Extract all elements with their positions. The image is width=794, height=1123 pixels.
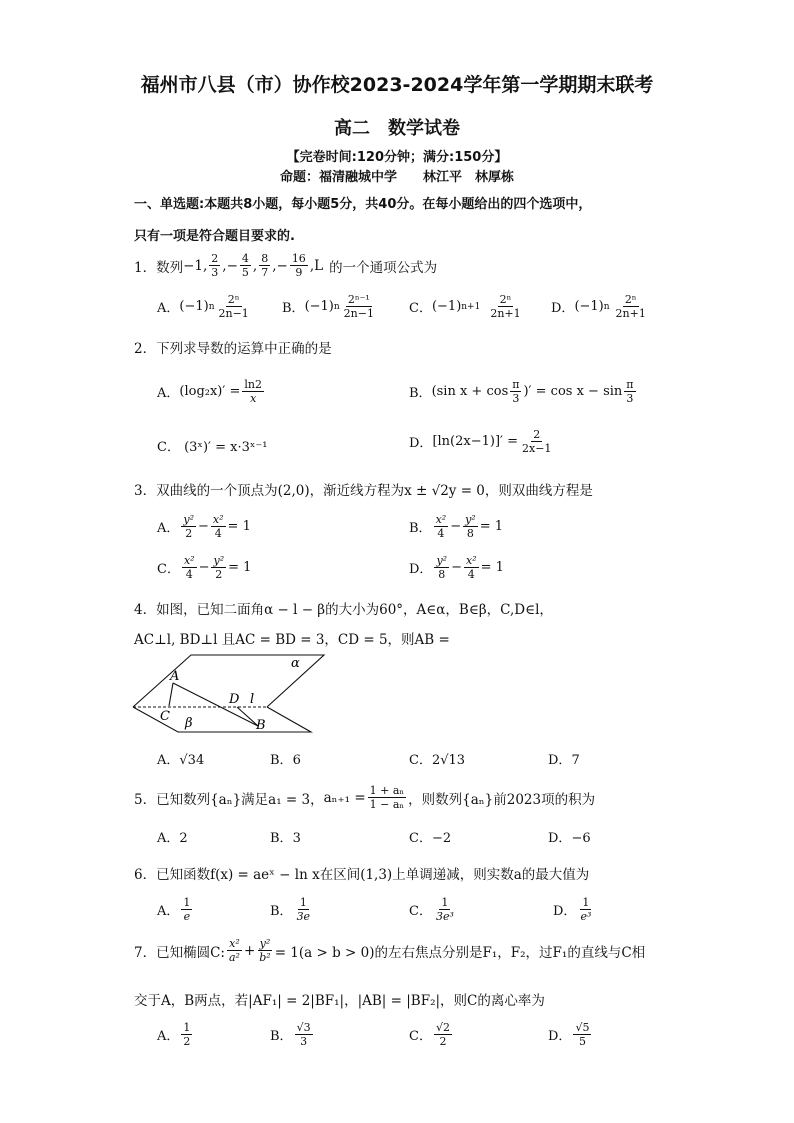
num: π — [626, 378, 634, 391]
q2-option-b[interactable] — [409, 378, 638, 405]
opt-minus: − — [198, 560, 210, 575]
q3-option-b[interactable] — [409, 513, 503, 540]
num: 1 — [441, 896, 449, 909]
q7-frac-x — [227, 937, 242, 964]
segment-ac — [169, 683, 173, 706]
den: 2 — [439, 1035, 447, 1048]
option-label: B． — [270, 904, 293, 919]
num: y² — [465, 513, 476, 526]
den: e — [183, 910, 191, 923]
den: 4 — [467, 568, 475, 581]
option-value: −6 — [571, 831, 591, 846]
num: 1 — [582, 896, 590, 909]
opt-frac — [242, 378, 264, 405]
option-value: 3 — [292, 831, 301, 846]
q1-term-5 — [290, 252, 308, 279]
num: 4 — [241, 252, 249, 265]
den: 8 — [466, 527, 474, 540]
option-label: A． — [157, 301, 180, 316]
option-label: B． — [409, 386, 432, 401]
q7-option-c[interactable] — [409, 1021, 454, 1048]
option-label: A． — [157, 753, 180, 768]
den: 1 − aₙ — [369, 798, 405, 811]
q7-option-b[interactable] — [270, 1021, 315, 1048]
den: e³ — [580, 910, 592, 923]
question-7-stem-line1 — [134, 937, 645, 964]
option-label: D． — [551, 301, 575, 316]
den: 3 — [626, 392, 634, 405]
opt-frac-1 — [434, 554, 449, 581]
den: 2n+1 — [490, 307, 521, 320]
option-label: D． — [548, 753, 572, 768]
den: b² — [259, 951, 271, 964]
num: 1 + aₙ — [369, 784, 405, 797]
opt-lhs: (log₂x)′ = — [179, 384, 241, 399]
num: x² — [465, 554, 477, 567]
opt-frac — [520, 428, 553, 455]
option-label: B． — [270, 831, 293, 846]
q1-prefix: 1．数列 — [134, 259, 184, 276]
opt-pre: (−1) — [574, 299, 604, 314]
q1-term-2 — [209, 252, 220, 279]
den: 3e — [296, 910, 311, 923]
label-beta: β — [185, 716, 193, 731]
num: x² — [183, 554, 195, 567]
den: 4 — [437, 527, 445, 540]
option-label: A． — [157, 904, 180, 919]
opt-frac — [434, 896, 456, 923]
num: 8 — [261, 252, 269, 265]
den: 2x−1 — [522, 442, 552, 455]
num: 1 — [299, 896, 307, 909]
q4-option-b[interactable] — [270, 749, 301, 768]
num: y² — [183, 513, 195, 526]
option-label: B． — [270, 753, 293, 768]
num: 2ⁿ⁻¹ — [347, 293, 370, 306]
opt-frac — [217, 293, 251, 320]
opt-exp: n — [333, 301, 340, 312]
num: y² — [436, 554, 448, 567]
option-label: D． — [548, 1029, 572, 1044]
opt-frac — [578, 896, 593, 923]
opt-pre: (−1) — [431, 299, 462, 314]
q7-option-d[interactable] — [548, 1021, 593, 1048]
label-d: D — [229, 692, 240, 707]
question-2-stem: 2．下列求导数的运算中正确的是 — [134, 341, 332, 357]
q7-stem-post: = 1(a > b > 0)的左右焦点分别是F₁，F₂，过F₁的直线与C相 — [274, 944, 646, 961]
den: x — [250, 392, 257, 405]
opt-frac-1 — [434, 513, 449, 540]
den: 3e³ — [435, 910, 454, 923]
q5-stem-part2: ，则数列{aₙ}前2023项的积为 — [408, 791, 596, 808]
num: 1 — [183, 1021, 191, 1034]
option-label: C． — [157, 562, 180, 577]
q5-option-b[interactable] — [270, 827, 301, 846]
q1-option-a[interactable] — [157, 293, 253, 320]
question-7-stem-line2: 交于A，B两点，若|AF₁| = 2|BF₁|，|AB| = |BF₂|，则C的离心率为 — [134, 993, 545, 1009]
opt-frac — [295, 1021, 313, 1048]
den: a² — [228, 951, 240, 964]
question-4-stem-line1: 4．如图，已知二面角α − l − β的大小为60°，A∈α，B∈β，C,D∈l， — [134, 602, 553, 618]
opt-minus: − — [451, 560, 462, 575]
option-label: B． — [270, 1029, 293, 1044]
num: x² — [212, 513, 224, 526]
q1-seq-start: −1, — [183, 257, 208, 274]
opt-frac-2 — [211, 513, 226, 540]
q7-frac-y — [257, 937, 272, 964]
option-label: A． — [157, 831, 180, 846]
option-label: D． — [548, 831, 572, 846]
q1-suffix: 的一个通项公式为 — [329, 259, 438, 276]
label-l: l — [250, 692, 255, 707]
q1-term-4 — [259, 252, 270, 279]
opt-frac — [181, 896, 192, 923]
option-value: 2√13 — [431, 753, 466, 768]
opt-text: (3ˣ)′ = x·3ˣ⁻¹ — [184, 440, 268, 455]
opt-exp: n+1 — [461, 301, 481, 312]
den: 8 — [438, 568, 446, 581]
q4-option-d[interactable] — [548, 749, 580, 768]
option-value: √34 — [179, 753, 205, 768]
opt-end: = 1 — [227, 519, 251, 534]
den: 2n−1 — [343, 307, 374, 320]
opt-frac-1 — [510, 378, 521, 405]
opt-end: = 1 — [480, 560, 504, 575]
option-label: D． — [409, 436, 433, 451]
den: 2n−1 — [218, 307, 249, 320]
option-label: C． — [409, 301, 432, 316]
opt-lhs-1: (sin x + cos — [431, 384, 509, 399]
den: 3 — [512, 392, 520, 405]
den: 3 — [211, 266, 219, 279]
den: 5 — [241, 266, 249, 279]
q3-option-a[interactable] — [157, 513, 251, 540]
q6-option-b[interactable] — [270, 896, 314, 923]
opt-frac — [488, 293, 522, 320]
opt-frac — [295, 896, 313, 923]
den: 2 — [185, 527, 193, 540]
q5-option-d[interactable] — [548, 827, 591, 846]
num: y² — [213, 554, 225, 567]
q6-option-a[interactable] — [157, 896, 194, 923]
q3-option-c[interactable] — [157, 554, 251, 581]
num: ln2 — [244, 378, 262, 391]
q5-recurrence-lhs: aₙ₊₁ = — [323, 789, 366, 806]
den: 4 — [185, 568, 193, 581]
opt-end: = 1 — [479, 519, 504, 534]
opt-exp: n — [208, 301, 215, 312]
opt-pre: (−1) — [179, 299, 209, 314]
q2-option-a[interactable] — [157, 378, 266, 405]
option-label: C． — [409, 1029, 432, 1044]
num: x² — [435, 513, 447, 526]
option-label: C． — [157, 440, 180, 455]
opt-frac — [614, 293, 648, 320]
option-label: A． — [157, 386, 180, 401]
q6-option-d[interactable] — [553, 896, 595, 923]
num: √3 — [296, 1021, 311, 1034]
den: 2 — [215, 568, 223, 581]
den: 2 — [183, 1035, 191, 1048]
opt-frac-2 — [463, 513, 478, 540]
q6-option-c[interactable] — [409, 896, 458, 923]
exam-subtitle: 高二 数学试卷 — [334, 118, 460, 139]
label-a: A — [170, 669, 180, 684]
q1-term-3 — [240, 252, 251, 279]
opt-minus: − — [450, 519, 462, 534]
num: 2ⁿ — [624, 293, 637, 306]
option-label: C． — [409, 831, 432, 846]
den: 7 — [261, 266, 269, 279]
option-value: −2 — [431, 831, 452, 846]
num: π — [512, 378, 520, 391]
opt-frac-2 — [624, 378, 635, 405]
option-value: 2 — [179, 831, 188, 846]
num: x² — [229, 937, 240, 950]
question-5-stem — [134, 784, 595, 811]
q5-option-c[interactable] — [409, 827, 451, 846]
opt-lhs: [ln(2x−1)]′ = — [432, 434, 518, 449]
q2-option-d[interactable] — [409, 428, 555, 455]
option-label: C． — [409, 753, 432, 768]
q1-seq-end: ,L — [309, 257, 324, 274]
den: 2n+1 — [615, 307, 646, 320]
num: 2 — [533, 428, 541, 441]
question-4-stem-line2: AC⊥l, BD⊥l 且AC = BD = 3，CD = 5，则AB = — [134, 632, 450, 648]
option-label: D． — [553, 904, 577, 919]
opt-frac-1 — [182, 554, 197, 581]
q1-option-d[interactable] — [551, 293, 650, 320]
author-info: 命题：福清融城中学 林江平 林厚栋 — [279, 170, 514, 185]
section-heading-line2: 只有一项是符合题目要求的. — [134, 229, 295, 244]
den: 9 — [295, 266, 303, 279]
num: √2 — [435, 1021, 450, 1034]
option-value: 6 — [292, 753, 301, 768]
q2-option-c[interactable] — [157, 436, 267, 455]
q5-option-a[interactable] — [157, 827, 188, 846]
opt-frac-2 — [464, 554, 479, 581]
option-label: D． — [409, 562, 433, 577]
num: 16 — [291, 252, 306, 265]
opt-exp: n — [603, 301, 610, 312]
q7-stem-pre: 7．已知椭圆C: — [134, 944, 225, 961]
option-label: B． — [409, 521, 432, 536]
option-label: C． — [409, 904, 432, 919]
opt-frac — [573, 1021, 591, 1048]
dihedral-angle-figure — [128, 648, 328, 738]
question-1-stem: 1．数列 −1, $\frac{2}{3}$ ,− $\frac{4}{5}$ , $\frac{8}{7}$ ,− $\frac{16}{9}$ ,L 的一个通项公式为 — [134, 252, 438, 279]
q7-plus: + — [243, 942, 256, 959]
num: √5 — [575, 1021, 590, 1034]
option-value: 7 — [571, 753, 580, 768]
opt-frac — [342, 293, 376, 320]
num: 2ⁿ — [499, 293, 512, 306]
q4-option-c[interactable] — [409, 749, 465, 768]
num: y² — [259, 937, 271, 950]
den: 5 — [578, 1035, 586, 1048]
question-3-stem: 3．双曲线的一个顶点为(2,0)，渐近线方程为x ± √2y = 0，则双曲线方程是 — [134, 483, 593, 499]
opt-frac-1 — [181, 513, 196, 540]
q5-recurrence-frac — [368, 784, 407, 811]
exam-title: 福州市八县（市）协作校2023-2024学年第一学期期末联考 — [140, 74, 654, 96]
num: 2 — [211, 252, 219, 265]
time-info: 【完卷时间:120分钟；满分:150分】 — [286, 150, 508, 165]
option-label: B． — [282, 301, 305, 316]
den: 4 — [214, 527, 222, 540]
opt-frac — [434, 1021, 452, 1048]
num: 1 — [183, 896, 191, 909]
q1-option-b[interactable] — [282, 293, 378, 320]
label-alpha: α — [291, 656, 300, 671]
label-b: B — [256, 718, 266, 733]
q7-option-a[interactable] — [157, 1021, 194, 1048]
opt-minus: − — [198, 519, 209, 534]
option-label: A． — [157, 521, 180, 536]
opt-end: = 1 — [228, 560, 252, 575]
question-6-stem: 6．已知函数f(x) = aeˣ − ln x在区间(1,3)上单调递减，则实数a的最大值为 — [134, 867, 590, 883]
option-label: A． — [157, 1029, 180, 1044]
opt-lhs-2: )′ = cos x − sin — [523, 384, 623, 399]
label-c: C — [160, 709, 170, 724]
section-heading-line1: 一、单选题:本题共8小题，每小题5分，共40分。在每小题给出的四个选项中， — [134, 197, 592, 212]
opt-frac-2 — [211, 554, 226, 581]
opt-pre: (−1) — [304, 299, 334, 314]
q1-option-c[interactable] — [409, 293, 525, 320]
opt-frac — [181, 1021, 192, 1048]
num: 2ⁿ — [227, 293, 240, 306]
q3-option-d[interactable] — [409, 554, 504, 581]
den: 3 — [300, 1035, 308, 1048]
q5-stem-part1: 5．已知数列{aₙ}满足a₁ = 3， — [134, 791, 324, 808]
q4-option-a[interactable] — [157, 749, 204, 768]
